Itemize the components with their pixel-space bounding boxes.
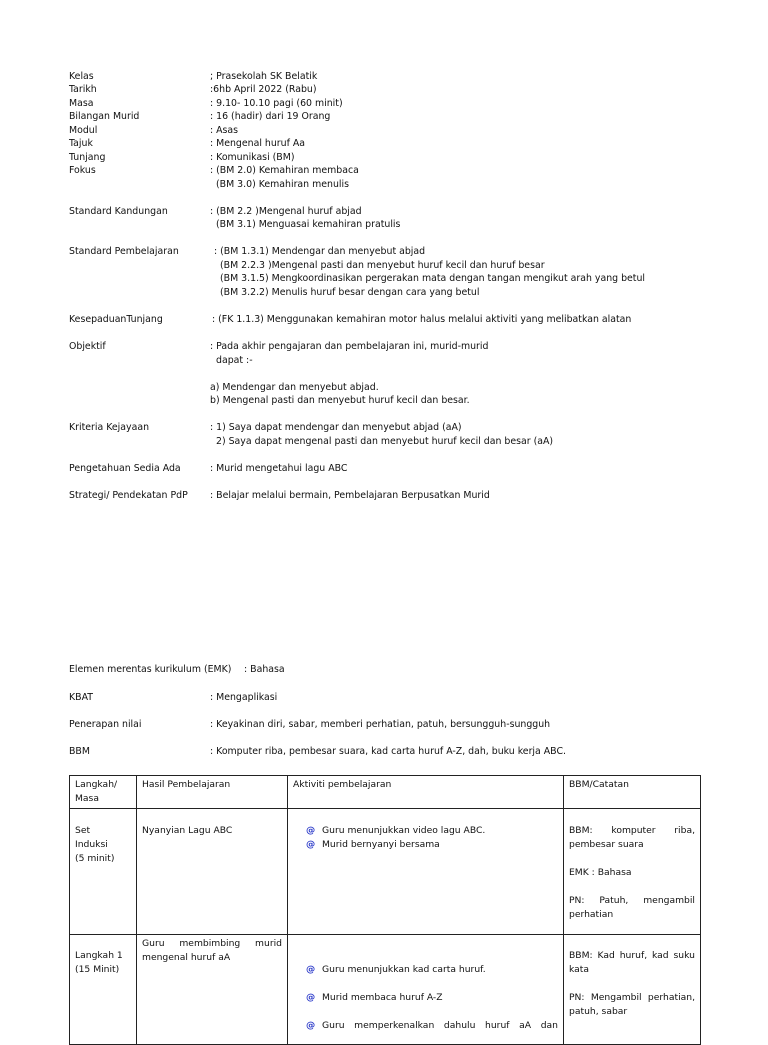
header-aktiviti: Aktiviti pembelajaran [288, 776, 564, 809]
pengetahuan-value: : Murid mengetahui lagu ABC [210, 463, 348, 474]
cell-catatan [564, 935, 701, 1045]
bullet-at-icon: @ [306, 825, 316, 836]
header-langkah: Langkah/ Masa [70, 776, 137, 809]
bullet-text: Guru memperkenalkan dahulu huruf aA dan [322, 1020, 558, 1031]
modul-value: : Asas [210, 125, 239, 136]
nilai-label: Penerapan nilai [69, 719, 142, 730]
tajuk-label: Tajuk [69, 138, 93, 149]
bullet-text: Guru menunjukkan kad carta huruf. [322, 964, 486, 975]
cell-catatan [564, 809, 701, 935]
objektif-item-b: b) Mengenal pasti dan menyebut huruf kecil dan besar. [210, 395, 470, 406]
kriteria-label: Kriteria Kejayaan [69, 422, 150, 433]
kbat-value: : Mengaplikasi [210, 692, 278, 703]
tunjang-value: : Komunikasi (BM) [210, 152, 295, 163]
kriteria-line2: 2) Saya dapat mengenal pasti dan menyebut huruf kecil dan besar (aA) [216, 436, 554, 447]
lesson-table [69, 775, 701, 1045]
bullet-at-icon: @ [306, 1020, 316, 1031]
emk-label: Elemen merentas kurikulum (EMK) [69, 664, 232, 675]
tajuk-value: : Mengenal huruf Aa [210, 138, 306, 149]
standard-pembelajaran-line3: (BM 3.1.5) Mengkoordinasikan pergerakan mata dengan tangan mengikut arah yang betul [220, 273, 646, 284]
emk-value: : Bahasa [244, 664, 285, 675]
bullet-item [306, 1019, 558, 1033]
header-bbm-catatan: BBM/Catatan [564, 776, 701, 809]
step-line: Langkah 1 [75, 950, 123, 961]
step-line: Set [75, 825, 91, 836]
tarikh-label: Tarikh [69, 84, 97, 95]
kelas-label: Kelas [69, 71, 94, 82]
hasil-line: mengenal huruf aA [142, 952, 231, 963]
cell-hasil [137, 809, 288, 935]
modul-label: Modul [69, 125, 98, 136]
cell-hasil [137, 935, 288, 1045]
tunjang-label: Tunjang [69, 152, 106, 163]
bullet-at-icon: @ [306, 839, 316, 850]
standard-pembelajaran-line2: (BM 2.2.3 )Mengenal pasti dan menyebut huruf kecil dan huruf besar [220, 260, 545, 271]
objektif-label: Objektif [69, 341, 106, 352]
catatan-line: kata [569, 964, 590, 975]
nilai-value: : Keyakinan diri, sabar, memberi perhatian, patuh, bersungguh-sungguh [210, 719, 551, 730]
bbm-value: : Komputer riba, pembesar suara, kad carta huruf A-Z, dah, buku kerja ABC. [210, 746, 566, 757]
kesepaduan-value: : (FK 1.1.3) Menggunakan kemahiran motor halus melalui aktiviti yang melibatkan alatan [212, 314, 632, 325]
fokus-value: : (BM 2.0) Kemahiran membaca [210, 165, 359, 176]
objektif-line1: : Pada akhir pengajaran dan pembelajaran ini, murid-murid [210, 341, 489, 352]
hasil-text: Nyanyian Lagu ABC [142, 825, 233, 836]
kelas-value: ; Prasekolah SK Belatik [210, 71, 318, 82]
bullet-item [306, 991, 558, 1005]
cell-aktiviti [288, 935, 564, 1045]
bullet-item [306, 824, 558, 838]
bullet-item [306, 838, 558, 852]
standard-pembelajaran-line1: : (BM 1.3.1) Mendengar dan menyebut abjad [214, 246, 426, 257]
bullet-text: Guru menunjukkan video lagu ABC. [322, 825, 486, 836]
bbm-label: BBM [69, 746, 90, 757]
cell-step [70, 809, 137, 935]
catatan-line: BBM: Kad huruf, kad suku [569, 950, 695, 961]
bullet-text: Murid membaca huruf A-Z [322, 992, 443, 1003]
standard-kandungan-line1: : (BM 2.2 )Mengenal huruf abjad [210, 206, 362, 217]
table-row [70, 809, 701, 935]
step-line: (15 Minit) [75, 964, 120, 975]
step-line: (5 minit) [75, 853, 115, 864]
standard-pembelajaran-label: Standard Pembelajaran [69, 246, 179, 257]
catatan-line: BBM: komputer riba, [569, 825, 695, 836]
standard-pembelajaran-line4: (BM 3.2.2) Menulis huruf besar dengan cara yang betul [220, 287, 480, 298]
header-hasil: Hasil Pembelajaran [137, 776, 288, 809]
catatan-line: EMK : Bahasa [569, 867, 632, 878]
bullet-at-icon: @ [306, 992, 316, 1003]
catatan-line: patuh, sabar [569, 1006, 628, 1017]
masa-label: Masa [69, 98, 94, 109]
bullet-text: Murid bernyanyi bersama [322, 839, 440, 850]
pengetahuan-label: Pengetahuan Sedia Ada [69, 463, 181, 474]
bilangan-murid-value: : 16 (hadir) dari 19 Orang [210, 111, 331, 122]
kbat-label: KBAT [69, 692, 93, 703]
catatan-line: perhatian [569, 909, 614, 920]
catatan-line: PN: Mengambil perhatian, [569, 992, 695, 1003]
strategi-value: : Belajar melalui bermain, Pembelajaran Berpusatkan Murid [210, 490, 490, 501]
catatan-line: pembesar suara [569, 839, 644, 850]
catatan-line: PN: Patuh, mengambil [569, 895, 695, 906]
standard-kandungan-label: Standard Kandungan [69, 206, 168, 217]
kesepaduan-label: KesepaduanTunjang [69, 314, 163, 325]
kriteria-line1: : 1) Saya dapat mendengar dan menyebut abjad (aA) [210, 422, 462, 433]
standard-kandungan-line2: (BM 3.1) Menguasai kemahiran pratulis [216, 219, 401, 230]
fokus-label: Fokus [69, 165, 96, 176]
step-line: Induksi [75, 839, 108, 850]
table-row [70, 935, 701, 1045]
hasil-line: Guru membimbing murid [142, 938, 282, 949]
bilangan-murid-label: Bilangan Murid [69, 111, 140, 122]
bullet-item [306, 963, 558, 977]
masa-value: : 9.10- 10.10 pagi (60 minit) [210, 98, 343, 109]
bullet-at-icon: @ [306, 964, 316, 975]
objektif-line2: dapat :- [216, 355, 253, 366]
table-header-row [70, 776, 701, 809]
fokus-value-cont: (BM 3.0) Kemahiran menulis [216, 179, 349, 190]
objektif-item-a: a) Mendengar dan menyebut abjad. [210, 382, 379, 393]
cell-step [70, 935, 137, 1045]
tarikh-value: :6hb April 2022 (Rabu) [210, 84, 317, 95]
cell-aktiviti [288, 809, 564, 935]
strategi-label: Strategi/ Pendekatan PdP [69, 490, 188, 501]
